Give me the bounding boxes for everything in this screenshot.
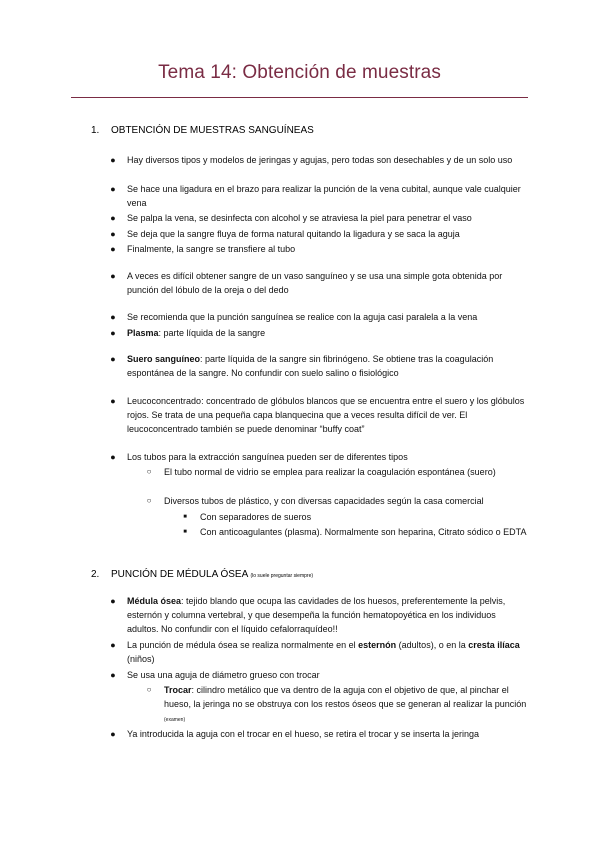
list-item: ● Se palpa la vena, se desinfecta con alcohol y se atraviesa la piel para penetrar el vaso: [110, 213, 472, 223]
list-item: ● Leucoconcentrado: concentrado de glóbulos blancos que se encuentra entre el suero y los glóbulos rojos. Se trata de una pequeña capa blanquecina que a veces resulta difícil de ver. El leucoconcentrado también se puede denominar “buffy coat”: [110, 396, 525, 434]
list-subitem: ○ El tubo normal de vidrio se emplea para realizar la coagulación espontánea (suero): [146, 467, 496, 477]
list-subsubitem: ■ Con separadores de sueros: [200, 510, 527, 524]
list-item: ● Hay diversos tipos y modelos de jeringas y agujas, pero todas son desechables y de un solo uso: [110, 155, 513, 165]
bullet-icon: ●: [110, 271, 116, 281]
list-item: ● A veces es difícil obtener sangre de un vaso sanguíneo y se usa una simple gota obtenida por punción del lóbulo de la oreja o del dedo: [110, 271, 503, 295]
section-2-number: 2.: [91, 569, 100, 580]
list-item: ● Plasma: parte líquida de la sangre: [110, 328, 266, 338]
list-item: ● Los tubos para la extracción sanguínea pueden ser de diferentes tipos: [110, 452, 408, 462]
section-1-heading: [91, 125, 314, 136]
list-subitem: ○ Trocar: cilindro metálico que va dentro de la aguja con el objetivo de que, al pinchar el hueso, la jeringa no se obstruya con los restos óseos que se generan al realizar la punción (examen): [146, 685, 527, 723]
list-item: ● Finalmente, la sangre se transfiere al tubo: [110, 244, 296, 254]
term: Trocar: [164, 685, 192, 695]
bullet-icon: ●: [110, 396, 116, 406]
bullet-icon: ●: [110, 670, 116, 680]
circle-bullet-icon: ○: [146, 496, 152, 505]
term: Suero sanguíneo: [127, 354, 201, 364]
term: Médula ósea: [127, 596, 182, 606]
list-item: ● La punción de médula ósea se realiza normalmente en el esternón (adultos), o en la cresta ilíaca (niños): [110, 640, 520, 664]
bullet-icon: ●: [110, 596, 116, 606]
section-2-title: PUNCIÓN DE MÉDULA ÓSEA: [111, 569, 248, 580]
bullet-icon: ●: [110, 155, 116, 165]
list-item: ● Ya introducida la aguja con el trocar en el hueso, se retira el trocar y se inserta la jeringa: [110, 729, 480, 739]
section-1-number: 1.: [91, 125, 100, 136]
square-bullet-icon: ■: [183, 529, 187, 535]
bullet-icon: ●: [110, 729, 116, 739]
circle-bullet-icon: ○: [146, 467, 152, 476]
section-2-note: (lo suele preguntar siempre): [250, 573, 314, 579]
bullet-icon: ●: [110, 244, 116, 254]
bullet-icon: ●: [110, 312, 116, 322]
section-1-title: OBTENCIÓN DE MUESTRAS SANGUÍNEAS: [111, 125, 314, 136]
section-2-heading: [91, 569, 313, 580]
bullet-icon: ●: [110, 213, 116, 223]
exam-note: (examen): [164, 717, 186, 723]
term: Leucoconcentrado: [127, 396, 202, 406]
list-item: ● Se recomienda que la punción sanguínea se realice con la aguja casi paralela a la vena: [110, 312, 478, 322]
bullet-icon: ●: [110, 452, 116, 462]
term: Plasma: [127, 328, 159, 338]
page-title: Tema 14: Obtención de muestras: [158, 62, 441, 83]
list-item: ● Se deja que la sangre fluya de forma natural quitando la ligadura y se saca la aguja: [110, 229, 460, 239]
bullet-icon: ●: [110, 640, 116, 650]
list-item: ● Suero sanguíneo: parte líquida de la sangre sin fibrinógeno. Se obtiene tras la coagulación espontánea de la sangre. No confundir con suelo salino o fisiológico: [110, 354, 494, 378]
bullet-icon: ●: [110, 184, 116, 194]
list-item: ● Se hace una ligadura en el brazo para realizar la punción de la vena cubital, aunque vale cualquier vena: [110, 184, 521, 208]
bullet-icon: ●: [110, 229, 116, 239]
list-item: ● Se usa una aguja de diámetro grueso con trocar: [110, 670, 320, 680]
list-subitem: ○ Diversos tubos de plástico, y con diversas capacidades según la casa comercial: [146, 496, 484, 506]
title-divider: [71, 97, 528, 98]
bullet-icon: ●: [110, 328, 116, 338]
circle-bullet-icon: ○: [146, 685, 152, 694]
bullet-icon: ●: [110, 354, 116, 364]
square-bullet-icon: ■: [183, 514, 187, 520]
list-item: ● Médula ósea: tejido blando que ocupa las cavidades de los huesos, preferentemente la pelvis, esternón y columna vertebral, y que desempeña la función hematopoyética en los individuos adultos. No confundir con el líquido cefalorraquídeo!!: [110, 596, 506, 634]
list-subsubitem: ■ Con anticoagulantes (plasma). Normalmente son heparina, Citrato sódico o EDTA: [200, 525, 527, 539]
